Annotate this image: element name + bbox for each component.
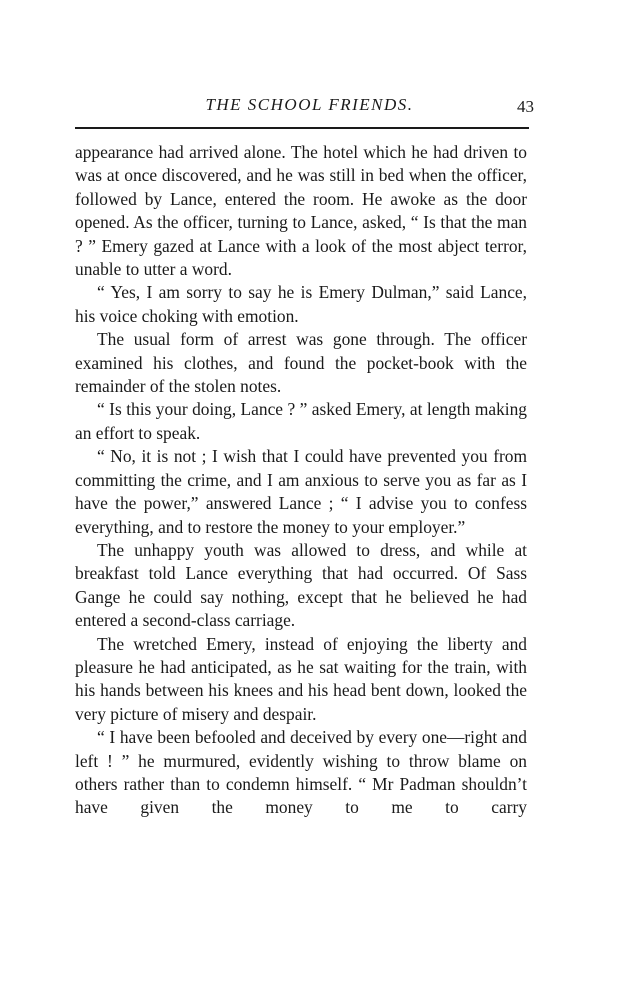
paragraph: “ Is this your doing, Lance ? ” asked Emery, at length making an effort to speak. [75,399,527,443]
paragraph: “ No, it is not ; I wish that I could have prevented you from committing the crime, and I am anxious to serve you as far as I have the power,” answered Lance ; “ I advise you to confess everything, and to restore the money to your employer.” [75,446,527,537]
paragraph: appearance had arrived alone. The hotel which he had driven to was at once discovered, and he was still in bed when the officer, followed by Lance, entered the room. He awoke as the door opened. As the officer, turning to Lance, asked, “ Is that the man ? ” Emery gazed at Lance with a look of the most abject terror, unable to utter a word. [75,142,527,280]
header-rule [75,127,529,129]
paragraph: “ Yes, I am sorry to say he is Emery Dulman,” said Lance, his voice choking with emotion. [75,282,527,326]
body-text [75,141,527,820]
page-number: 43 [517,97,534,116]
paragraph: The usual form of arrest was gone through. The officer examined his clothes, and found the pocket-book with the remainder of the stolen notes. [75,329,527,397]
paragraph: The unhappy youth was allowed to dress, and while at breakfast told Lance everything that had occurred. Of Sass Gange he could say nothing, except that he believed he had entered a second-class carriage. [75,539,527,631]
paragraph: “ I have been befooled and deceived by every one—right and left ! ” he murmured, evidently wishing to throw blame on others rather than to condemn himself. “ Mr Padman shouldn’t have given the money to me to carry [75,727,527,818]
paragraph: The wretched Emery, instead of enjoying the liberty and pleasure he had anticipated, as he sat waiting for the train, with his hands between his knees and his head bent down, looked the very picture of misery and despair. [75,633,527,724]
page-header [75,93,534,123]
running-title: THE SCHOOL FRIENDS. [205,95,414,114]
